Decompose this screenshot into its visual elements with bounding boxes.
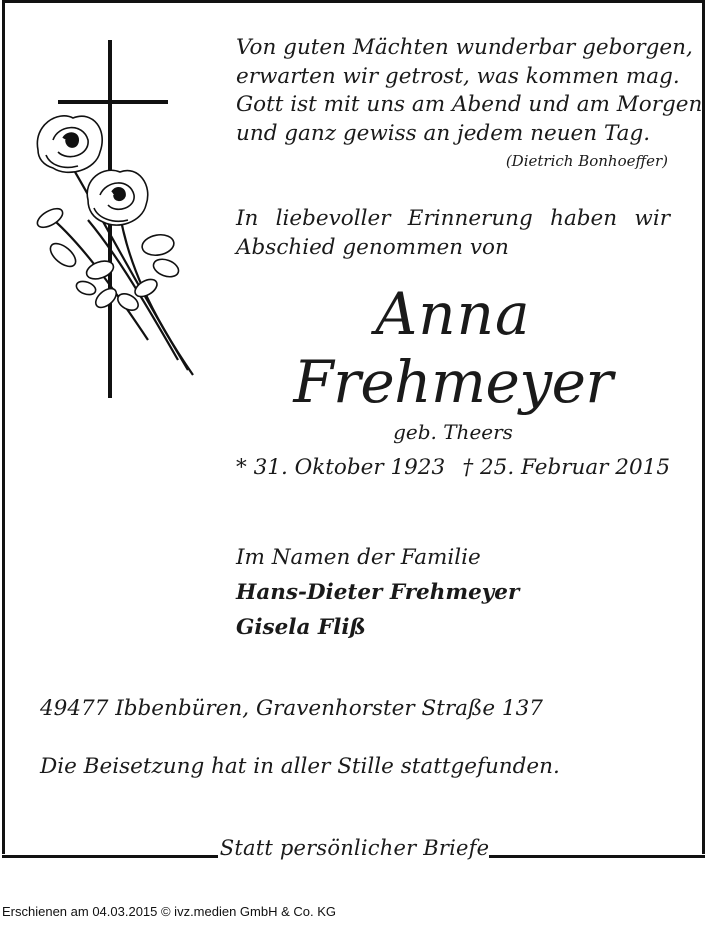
bottom-caption: Statt persönlicher Briefe xyxy=(219,836,490,860)
address: 49477 Ibbenbüren, Gravenhorster Straße 137 xyxy=(40,696,543,721)
publication-footer: Erschienen am 04.03.2015 © ivz.medien GmbH & Co. KG xyxy=(2,904,337,919)
burial-note: Die Beisetzung hat in aller Stille stattgefunden. xyxy=(40,754,560,779)
bottom-rule-right xyxy=(489,855,705,858)
poem-attribution: (Dietrich Bonhoeffer) xyxy=(505,152,668,170)
poem-line: Von guten Mächten wunderbar geborgen, xyxy=(236,35,693,60)
poem xyxy=(236,34,703,148)
family-member: Gisela Fliß xyxy=(236,615,366,640)
deceased-first-name: Anna xyxy=(375,280,531,348)
intro-line-2: Abschied genommen von xyxy=(236,234,509,260)
deceased-last-name: Frehmeyer xyxy=(293,348,613,416)
family-signature xyxy=(236,540,519,645)
cross-with-roses-icon xyxy=(28,40,208,400)
family-label: Im Namen der Familie xyxy=(236,545,481,570)
intro-line-1: In liebevoller Erinnerung haben wir xyxy=(236,206,670,231)
maiden-name: geb. Theers xyxy=(393,420,513,444)
intro-text xyxy=(236,205,670,262)
poem-line: erwarten wir getrost, was kommen mag. xyxy=(236,63,680,89)
family-member: Hans-Dieter Frehmeyer xyxy=(236,580,520,605)
poem-line: Gott ist mit uns am Abend und am Morgen xyxy=(236,92,703,117)
death-date: † 25. Februar 2015 xyxy=(462,455,670,480)
birth-date: * 31. Oktober 1923 xyxy=(236,455,446,480)
poem-line: und ganz gewiss an jedem neuen Tag. xyxy=(236,120,651,146)
